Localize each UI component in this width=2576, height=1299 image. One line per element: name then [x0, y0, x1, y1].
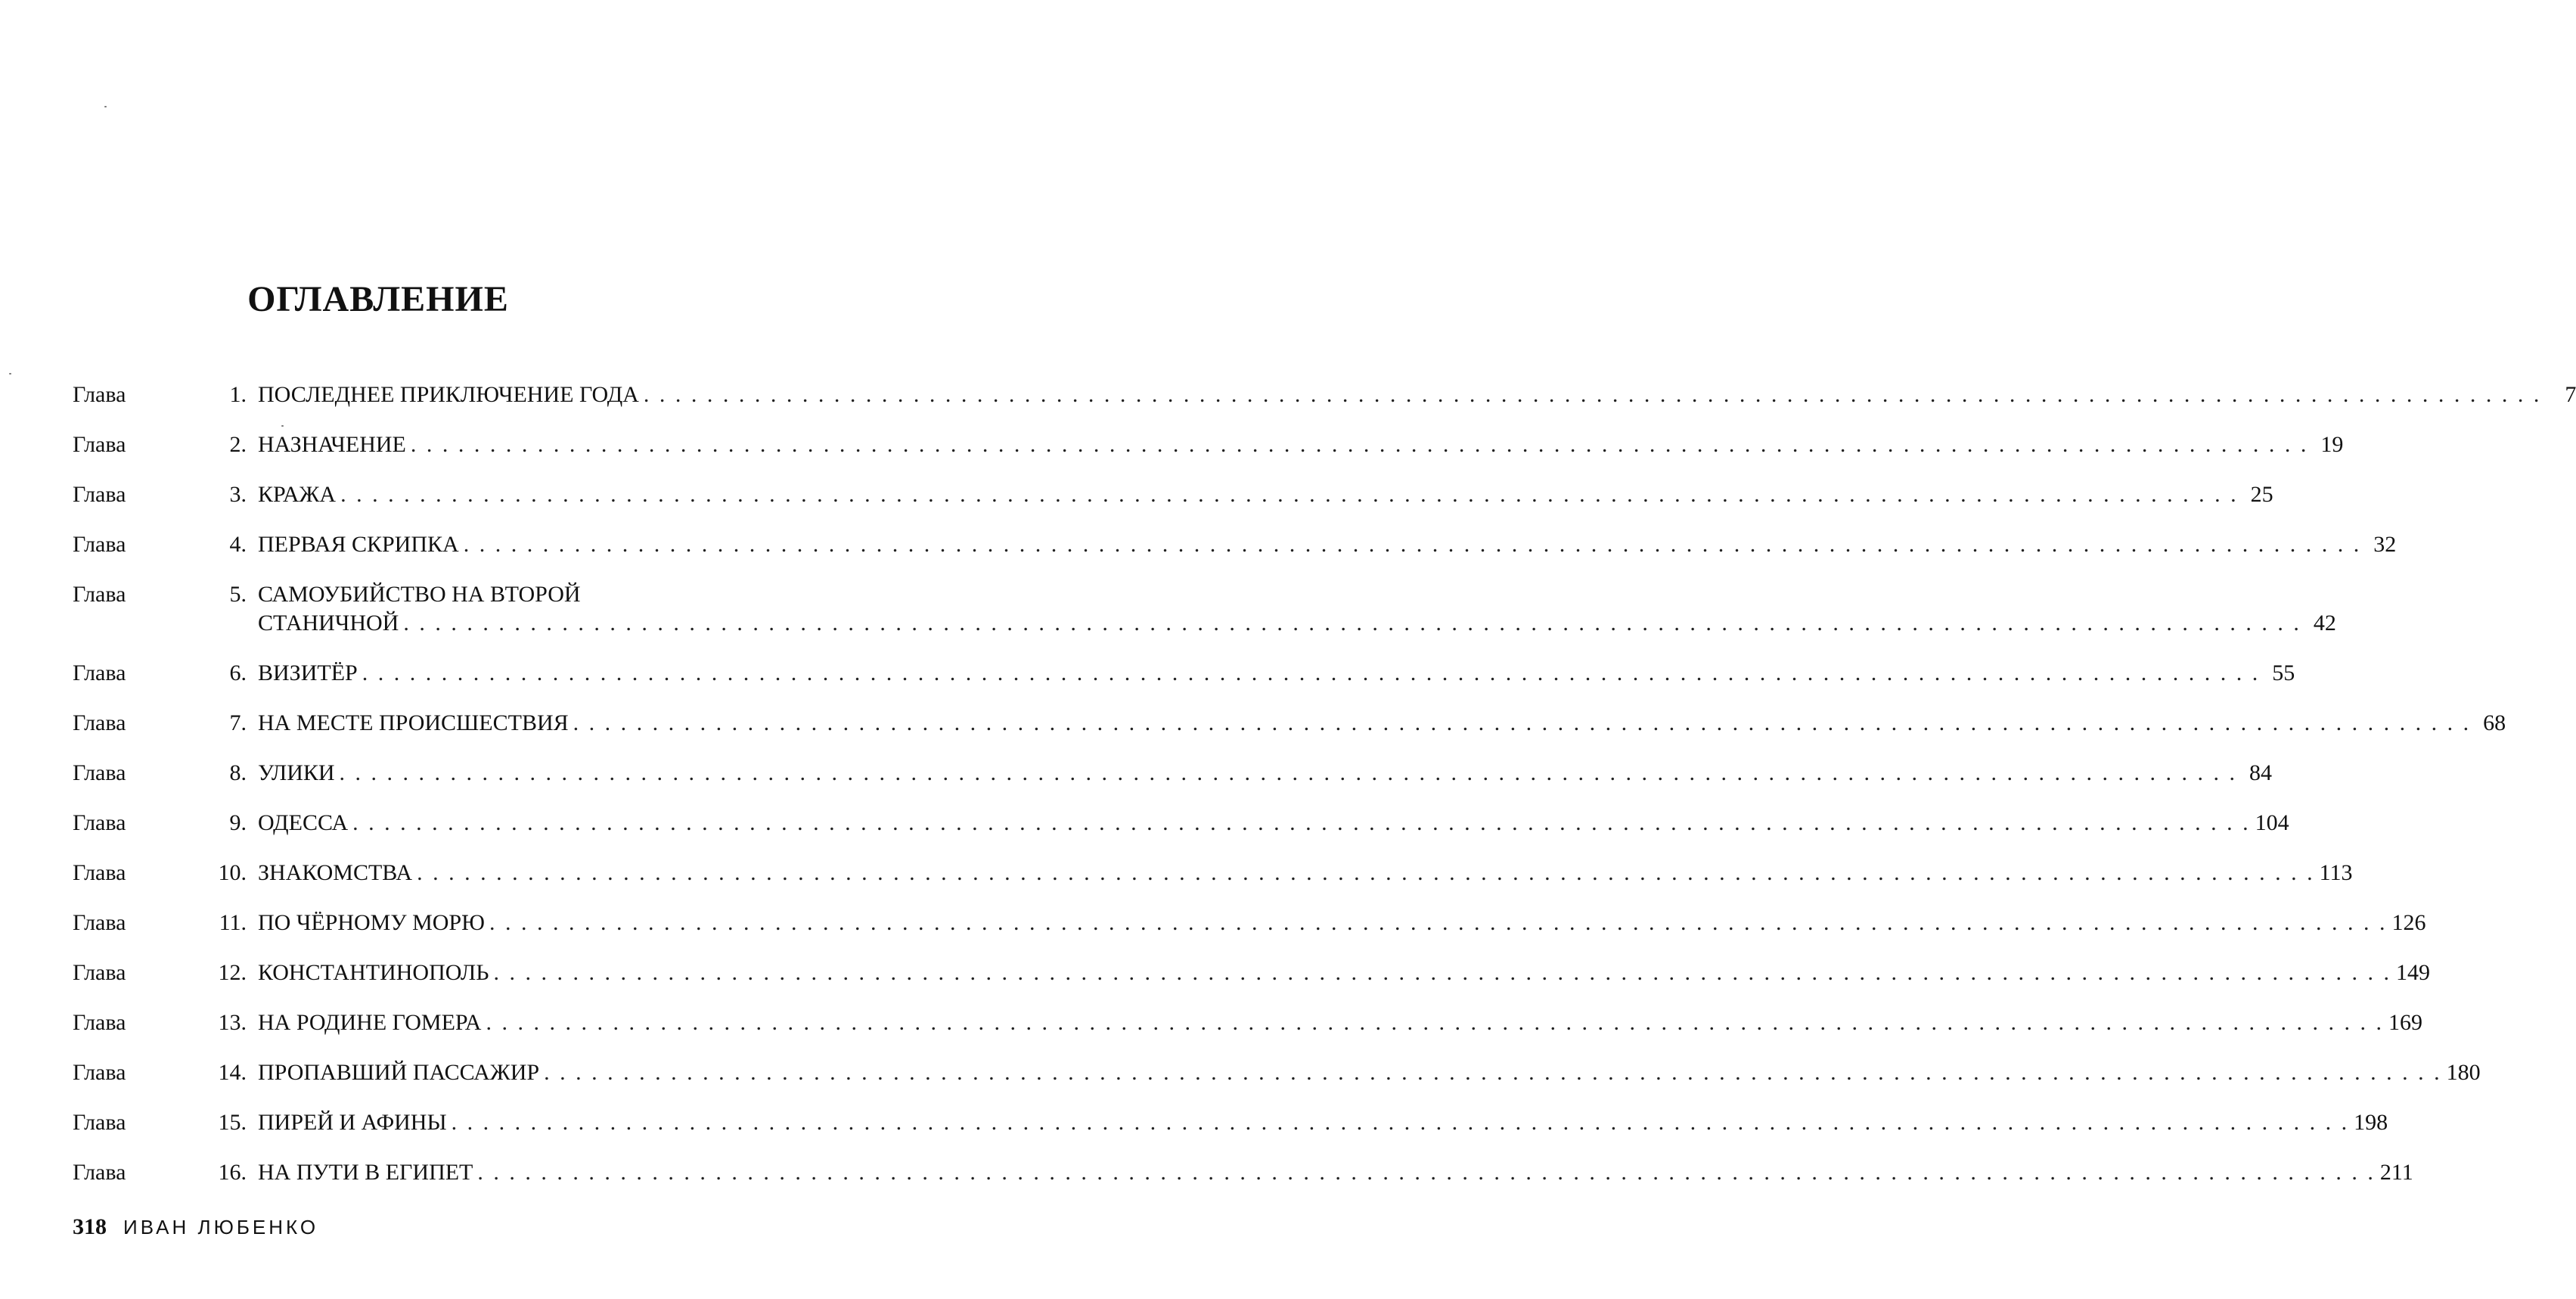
chapter-title: ПЕРВАЯ СКРИПКА [258, 532, 459, 557]
page-ref: 113 [2319, 860, 2353, 885]
chapter-title: НА МЕСТЕ ПРОИСШЕСТВИЯ [258, 710, 569, 735]
dot-leader: . . . . . . . . . . . . . . . . . . . . . . . . . . . . . . . . . . . . . . . . . . . . . . . . . . . . . . . . . . . . . . . . . . . . . . . . . . . . . . . . . . . . . . . . . . . . . . . . . . . . . . . . . . . . . . . . . . . . . . . . [340, 482, 2239, 507]
chapter-title-block [258, 1060, 2481, 1086]
page-ref: 126 [2391, 910, 2426, 935]
chapter-word: Глава [73, 860, 126, 885]
page-number: 318 [73, 1214, 107, 1239]
chapter-number: 16. [218, 1160, 247, 1185]
chapter-title-block [258, 482, 2273, 508]
chapter-number: 2. [229, 432, 247, 457]
chapter-number: 10. [218, 860, 247, 885]
chapter-number: 5. [229, 582, 247, 607]
chapter-title-block [258, 582, 2336, 636]
chapter-word: Глава [73, 1010, 126, 1035]
chapter-title: ВИЗИТЁР [258, 660, 358, 685]
toc-entry [73, 1152, 2413, 1202]
page-footer [73, 1214, 318, 1240]
dot-leader: . . . . . . . . . . . . . . . . . . . . . . . . . . . . . . . . . . . . . . . . . . . . . . . . . . . . . . . . . . . . . . . . . . . . . . . . . . . . . . . . . . . . . . . . . . . . . . . . . . . . . . . . . . . . . . . . . . . . . . . . [403, 611, 2301, 636]
chapter-word: Глава [73, 1060, 126, 1085]
page-ref: 149 [2396, 960, 2430, 985]
dot-leader: . . . . . . . . . . . . . . . . . . . . . . . . . . . . . . . . . . . . . . . . . . . . . . . . . . . . . . . . . . . . . . . . . . . . . . . . . . . . . . . . . . . . . . . . . . . . . . . . . . . . . . . . . . . . . . . . . . . . . . . . [489, 910, 2388, 935]
dot-leader: . . . . . . . . . . . . . . . . . . . . . . . . . . . . . . . . . . . . . . . . . . . . . . . . . . . . . . . . . . . . . . . . . . . . . . . . . . . . . . . . . . . . . . . . . . . . . . . . . . . . . . . . . . . . . . . . . . . . . . . . [477, 1160, 2376, 1185]
chapter-number: 6. [229, 660, 247, 685]
toc-entry [73, 524, 2397, 574]
chapter-title: НА РОДИНЕ ГОМЕРА [258, 1010, 482, 1035]
table-of-contents [73, 374, 2576, 1202]
dot-leader: . . . . . . . . . . . . . . . . . . . . . . . . . . . . . . . . . . . . . . . . . . . . . . . . . . . . . . . . . . . . . . . . . . . . . . . . . . . . . . . . . . . . . . . . . . . . . . . . . . . . . . . . . . . . . . . . . . . . . . . . [417, 860, 2315, 885]
chapter-word: Глава [73, 910, 126, 935]
dot-leader: . . . . . . . . . . . . . . . . . . . . . . . . . . . . . . . . . . . . . . . . . . . . . . . . . . . . . . . . . . . . . . . . . . . . . . . . . . . . . . . . . . . . . . . . . . . . . . . . . . . . . . . . . . . . . . . . . . . . . . . . [544, 1060, 2442, 1085]
toc-entry [73, 703, 2506, 753]
chapter-title: ЗНАКОМСТВА [258, 860, 413, 885]
dot-leader: . . . . . . . . . . . . . . . . . . . . . . . . . . . . . . . . . . . . . . . . . . . . . . . . . . . . . . . . . . . . . . . . . . . . . . . . . . . . . . . . . . . . . . . . . . . . . . . . . . . . . . . . . . . . . . . . . . . . . . . . [573, 710, 2472, 735]
chapter-title: УЛИКИ [258, 760, 335, 785]
dot-leader: . . . . . . . . . . . . . . . . . . . . . . . . . . . . . . . . . . . . . . . . . . . . . . . . . . . . . . . . . . . . . . . . . . . . . . . . . . . . . . . . . . . . . . . . . . . . . . . . . . . . . . . . . . . . . . . . . . . . . . . . [352, 810, 2251, 835]
chapter-title-block [258, 660, 2295, 686]
author-name: ИВАН ЛЮБЕНКО [123, 1216, 319, 1238]
chapter-title: ОДЕССА [258, 810, 349, 835]
page-ref: 32 [2373, 532, 2397, 557]
page-ref: 84 [2249, 760, 2273, 785]
page-ref: 169 [2388, 1010, 2422, 1035]
chapter-title-block [258, 760, 2273, 786]
chapter-word: Глава [73, 1110, 126, 1135]
chapter-word: Глава [73, 1160, 126, 1185]
chapter-title-block [258, 1160, 2413, 1186]
toc-entry [73, 903, 2426, 952]
chapter-title-block [258, 860, 2353, 886]
page-ref: 198 [2354, 1110, 2388, 1135]
chapter-word: Глава [73, 582, 126, 607]
chapter-title-block [258, 960, 2430, 986]
page-ref: 19 [2320, 432, 2344, 457]
chapter-word: Глава [73, 382, 126, 407]
dot-leader: . . . . . . . . . . . . . . . . . . . . . . . . . . . . . . . . . . . . . . . . . . . . . . . . . . . . . . . . . . . . . . . . . . . . . . . . . . . . . . . . . . . . . . . . . . . . . . . . . . . . . . . . . . . . . . . . . . . . . . . . [486, 1010, 2384, 1035]
page-ref: 7 [2565, 382, 2576, 407]
chapter-title-block [258, 432, 2344, 458]
page-ref: 42 [2313, 611, 2336, 636]
chapter-title-block [258, 382, 2576, 408]
page-title: ОГЛАВЛЕНИЕ [247, 279, 509, 319]
chapter-title: ПО ЧЁРНОМУ МОРЮ [258, 910, 485, 935]
chapter-title-block [258, 1110, 2388, 1136]
toc-entry [73, 653, 2295, 703]
chapter-title: НАЗНАЧЕНИЕ [258, 432, 406, 457]
chapter-word: Глава [73, 432, 126, 457]
chapter-title-block [258, 810, 2289, 836]
toc-entry [73, 474, 2273, 524]
chapter-number: 8. [229, 760, 247, 785]
chapter-word: Глава [73, 660, 126, 685]
chapter-number: 7. [229, 710, 247, 735]
toc-entry [73, 374, 2576, 424]
chapter-word: Глава [73, 810, 126, 835]
chapter-word: Глава [73, 482, 126, 507]
page-ref: 211 [2379, 1160, 2413, 1185]
print-speck [104, 106, 107, 107]
dot-leader: . . . . . . . . . . . . . . . . . . . . . . . . . . . . . . . . . . . . . . . . . . . . . . . . . . . . . . . . . . . . . . . . . . . . . . . . . . . . . . . . . . . . . . . . . . . . . . . . . . . . . . . . . . . . . . . . . . . . . . . . [643, 382, 2542, 407]
chapter-title: САМОУБИЙСТВО НА ВТОРОЙ [258, 582, 581, 607]
toc-entry [73, 753, 2273, 803]
dot-leader: . . . . . . . . . . . . . . . . . . . . . . . . . . . . . . . . . . . . . . . . . . . . . . . . . . . . . . . . . . . . . . . . . . . . . . . . . . . . . . . . . . . . . . . . . . . . . . . . . . . . . . . . . . . . . . . . . . . . . . . . [451, 1110, 2350, 1135]
toc-entry [73, 803, 2289, 853]
toc-entry [73, 1052, 2481, 1102]
chapter-word: Глава [73, 710, 126, 735]
page-ref: 25 [2250, 482, 2273, 507]
chapter-number: 13. [218, 1010, 247, 1035]
chapter-title: ПИРЕЙ И АФИНЫ [258, 1110, 447, 1135]
toc-entry [73, 853, 2353, 903]
chapter-word: Глава [73, 532, 126, 557]
chapter-number: 3. [229, 482, 247, 507]
chapter-title-block [258, 1010, 2422, 1036]
chapter-title: СТАНИЧНОЙ [258, 611, 399, 636]
toc-entry [73, 574, 2336, 653]
chapter-title: КРАЖА [258, 482, 337, 507]
chapter-title-block [258, 910, 2426, 936]
page-ref: 104 [2255, 810, 2289, 835]
toc-entry [73, 952, 2430, 1002]
chapter-title: ПОСЛЕДНЕЕ ПРИКЛЮЧЕНИЕ ГОДА [258, 382, 639, 407]
toc-entry [73, 1102, 2388, 1152]
chapter-title-block [258, 532, 2397, 558]
chapter-number: 11. [219, 910, 247, 935]
dot-leader: . . . . . . . . . . . . . . . . . . . . . . . . . . . . . . . . . . . . . . . . . . . . . . . . . . . . . . . . . . . . . . . . . . . . . . . . . . . . . . . . . . . . . . . . . . . . . . . . . . . . . . . . . . . . . . . . . . . . . . . . [339, 760, 2238, 785]
chapter-number: 4. [229, 532, 247, 557]
chapter-number: 15. [218, 1110, 247, 1135]
chapter-title: НА ПУТИ В ЕГИПЕТ [258, 1160, 473, 1185]
chapter-word: Глава [73, 960, 126, 985]
chapter-word: Глава [73, 760, 126, 785]
toc-entry [73, 424, 2344, 474]
dot-leader: . . . . . . . . . . . . . . . . . . . . . . . . . . . . . . . . . . . . . . . . . . . . . . . . . . . . . . . . . . . . . . . . . . . . . . . . . . . . . . . . . . . . . . . . . . . . . . . . . . . . . . . . . . . . . . . . . . . . . . . . [493, 960, 2391, 985]
print-speck [9, 373, 11, 374]
chapter-title: КОНСТАНТИНОПОЛЬ [258, 960, 489, 985]
page-ref: 180 [2446, 1060, 2481, 1085]
dot-leader: . . . . . . . . . . . . . . . . . . . . . . . . . . . . . . . . . . . . . . . . . . . . . . . . . . . . . . . . . . . . . . . . . . . . . . . . . . . . . . . . . . . . . . . . . . . . . . . . . . . . . . . . . . . . . . . . . . . . . . . . [463, 532, 2362, 557]
chapter-title: ПРОПАВШИЙ ПАССАЖИР [258, 1060, 540, 1085]
chapter-number: 9. [229, 810, 247, 835]
toc-entry [73, 1002, 2422, 1052]
chapter-number: 1. [229, 382, 247, 407]
dot-leader: . . . . . . . . . . . . . . . . . . . . . . . . . . . . . . . . . . . . . . . . . . . . . . . . . . . . . . . . . . . . . . . . . . . . . . . . . . . . . . . . . . . . . . . . . . . . . . . . . . . . . . . . . . . . . . . . . . . . . . . . [410, 432, 2309, 457]
page-ref: 55 [2272, 660, 2295, 685]
chapter-number: 14. [218, 1060, 247, 1085]
page-ref: 68 [2483, 710, 2506, 735]
chapter-number: 12. [218, 960, 247, 985]
chapter-title-block [258, 710, 2506, 736]
dot-leader: . . . . . . . . . . . . . . . . . . . . . . . . . . . . . . . . . . . . . . . . . . . . . . . . . . . . . . . . . . . . . . . . . . . . . . . . . . . . . . . . . . . . . . . . . . . . . . . . . . . . . . . . . . . . . . . . . . . . . . . . [362, 660, 2261, 685]
